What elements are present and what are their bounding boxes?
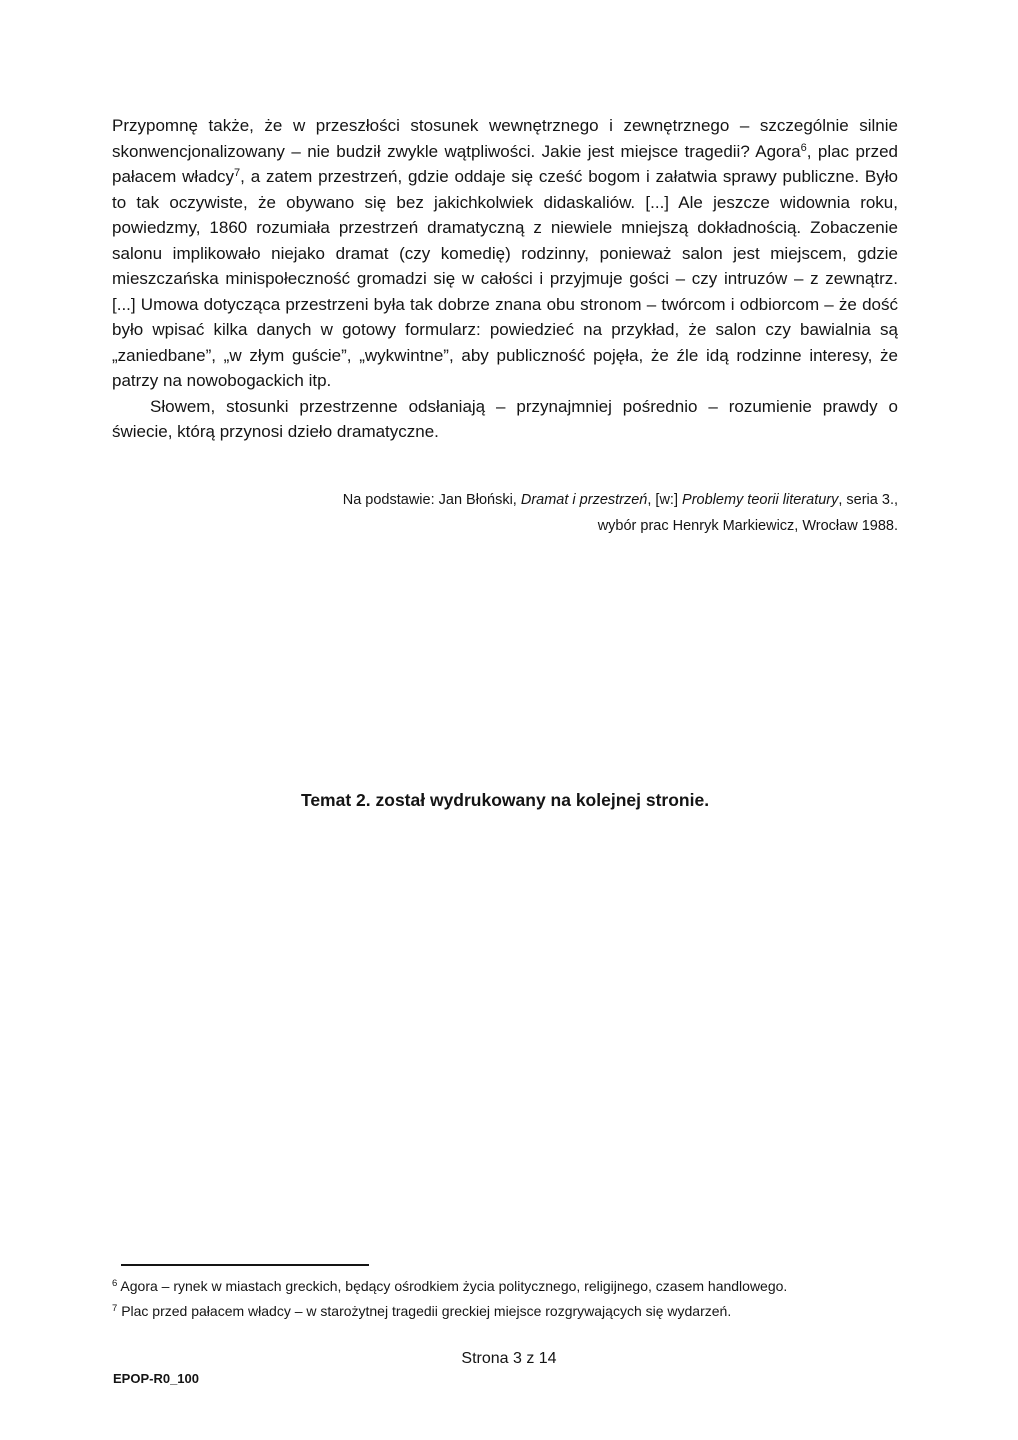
page-number: Strona 3 z 14: [461, 1350, 557, 1367]
source-citation: [112, 488, 898, 539]
citation-line-1: [112, 488, 898, 514]
footnote-ref-6: 6: [800, 141, 807, 154]
paragraph-2: Słowem, stosunki przestrzenne odsłaniają – przynajmniej pośrednio – rozumienie prawdy o świecie, którą przynosi dzieło dramatyczne.: [112, 396, 898, 441]
footnote-6-marker: 6: [112, 1278, 118, 1289]
footnote-7-text: Plac przed pałacem władcy – w starożytnej tragedii greckiej miejsce rozgrywających się wydarzeń.: [121, 1302, 732, 1319]
paragraph-1-text-c: , a zatem przestrzeń, gdzie oddaje się cześć bogom i załatwia sprawy publiczne. Było to tak oczywiste, że obywano się bez jakichkolwiek didaskaliów. [...] Ale jeszcze widownia roku, powiedzmy, 1860 rozumiała przestrzeń dramatyczną z niewiele mniejszą dokładnością. Zobaczenie salonu implikowało niejako dramat (czy komedię) rodzinny, ponieważ salon jest miejscem, gdzie mieszczańska minispołeczność gromadzi się w całości i przyjmuje gości – czy intruzów – z zewnątrz. [...] Umowa dotycząca przestrzeni była tak dobrze znana obu stronom – twórcom i odbiorcom – że dość było wpisać kilka danych w gotowy formularz: powiedzieć na przykład, że salon czy bawialnia są „zaniedbane”, „w złym guście”, „wykwintne”, aby publiczność pojęła, że źle idą rodzinne interesy, że patrzy na nowobogackich itp.: [112, 167, 898, 390]
footnote-7: [112, 1299, 898, 1324]
paragraph-1-text-b: , plac przed pałacem władcy: [112, 141, 898, 186]
footnote-6: [112, 1274, 898, 1299]
footnote-ref-7: 7: [234, 167, 241, 179]
citation-line-2: wybór prac Henryk Markiewicz, Wrocław 1988.: [597, 517, 898, 534]
citation-text-c: , seria 3.,: [838, 492, 898, 508]
citation-text-b: , [w:]: [647, 492, 683, 508]
next-page-notice: Temat 2. został wydrukowany na kolejnej stronie.: [300, 790, 710, 810]
document-code: EPOP-R0_100: [113, 1371, 199, 1386]
main-text-block: [112, 113, 898, 445]
citation-text-a: Na podstawie: Jan Błoński,: [342, 492, 521, 508]
footnote-divider: [121, 1264, 369, 1266]
footnotes-block: [112, 1274, 898, 1323]
footnote-6-text: Agora – rynek w miastach greckich, będący ośrodkiem życia politycznego, religijnego, czasem handlowego.: [120, 1278, 788, 1294]
paragraph-1: [112, 113, 898, 394]
citation-title-1: Dramat i przestrzeń: [520, 492, 648, 508]
footnote-7-marker: 7: [112, 1302, 118, 1314]
paragraph-1-text-a: Przypomnę także, że w przeszłości stosunek wewnętrznego i zewnętrznego – szczególnie silnie skonwencjonalizowany – nie budził zwykle wątpliwości. Jakie jest miejsce tragedii? Agora: [112, 116, 898, 161]
citation-title-2: Problemy teorii literatury: [682, 492, 839, 508]
